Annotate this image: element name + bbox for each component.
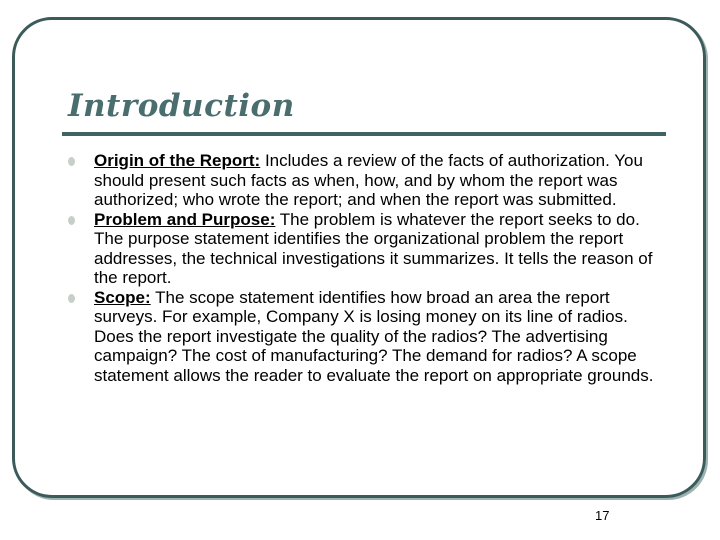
bullet-item-problem-purpose xyxy=(94,210,666,288)
bullet-text: The problem is whatever the report seeks to do. The purpose statement identifies the organizational problem the report addresses, the technical investigations it summarizes. It tells the reason of the report. xyxy=(94,209,653,287)
bullet-item-origin xyxy=(94,151,666,210)
bullet-term: Problem and Purpose: xyxy=(94,209,276,229)
bullet-term: Origin of the Report: xyxy=(94,151,261,170)
bullet-text: Includes a review of the facts of authorization. You should present such facts as when, how, and by whom the report was authorized; who wrote the report; and when the report was submitted. xyxy=(94,151,643,209)
title-divider xyxy=(62,132,666,136)
bullet-item-scope xyxy=(94,288,666,386)
bullet-dot-icon xyxy=(68,216,75,225)
bullet-term: Scope: xyxy=(94,287,151,307)
page-number: 17 xyxy=(595,508,610,523)
bullet-dot-icon xyxy=(68,157,75,166)
bullet-text: The scope statement identifies how broad an area the report surveys. For example, Company X is losing money on its line of radios. Does the report investigate the quality of the radios? The advertising campaign? The cost of manufacturing? The demand for radios? A scope statement allows the reader to evaluate the report on appropriate grounds. xyxy=(94,287,654,385)
bullet-list xyxy=(94,151,666,385)
slide-title: Introduction xyxy=(68,88,295,124)
bullet-dot-icon xyxy=(68,294,75,303)
